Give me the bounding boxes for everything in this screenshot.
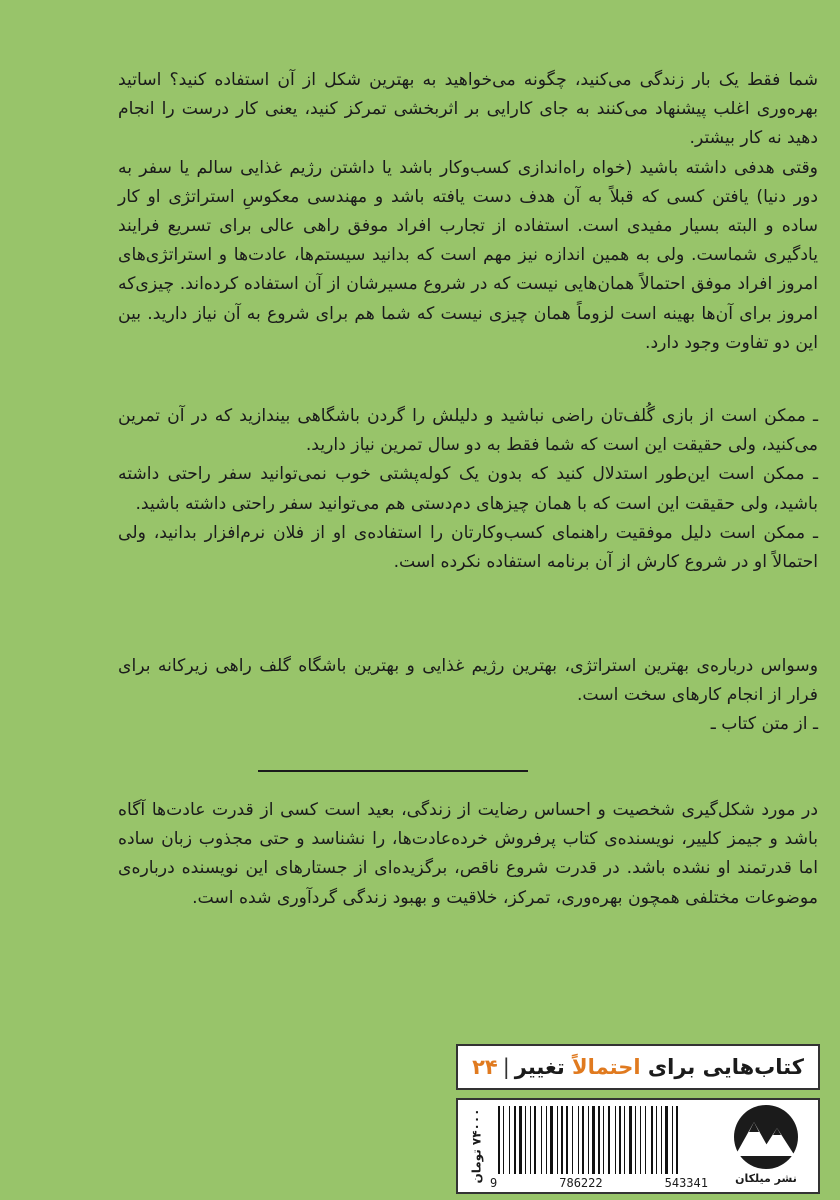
intro-block — [118, 66, 818, 358]
quote-block — [118, 652, 818, 740]
series-suffix: تغییر — [514, 1055, 565, 1079]
series-accent: احتمالاً — [572, 1055, 641, 1079]
mountain-logo-icon — [721, 1104, 811, 1170]
series-prefix: کتاب‌هایی برای — [647, 1055, 804, 1079]
series-banner — [456, 1044, 820, 1090]
description-paragraph: در مورد شکل‌گیری شخصیت و احساس رضایت از زندگی، بعید است کسی از قدرت عادت‌ها آگاه باشد و جیمز کلییر، نویسنده‌ی کتاب پرفروش خرده‌عادت‌ها، را نشناسد و حتی مجذوب زبان ساده اما قدرتمند او نشده باشد. در قدرت شروع ناقص، برگزیده‌ای از جستارهای این نویسنده درباره‌ی موضوعات مختلفی همچون بهره‌وری، تمرکز، خلاقیت و بهبود زندگی گردآوری شده است. — [118, 800, 818, 908]
isbn-barcode — [496, 1106, 704, 1174]
price-label: ۷۴۰۰۰ تومان — [469, 1108, 484, 1184]
publisher-logo — [716, 1104, 816, 1190]
intro-paragraph-2: وقتی هدفی داشته باشید (خواه راه‌اندازی کسب‌وکار باشد یا داشتن رژیم غذایی سالم یا سفر به دور دنیا) یافتن کسی که قبلاً به آن هدف دست یافته باشد و مهندسی معکوسِ استراتژی او کار ساده و البته بسیار مفیدی است. استفاده از تجارب افراد موفق راهی عالی برای تسریع فرایند یادگیری شماست. ولی به همین اندازه نیز مهم است که بدانید سیستم‌ها، عادت‌ها و استراتژی‌های امروز افراد موفق احتمالاً همان‌هایی نیست که در شروع مسیرشان از آن استفاده کرده‌اند. چیزی‌که امروز برای آن‌ها بهینه است لزوماً همان چیزی نیست که شما هم برای شروع به آن نیاز دارید. بین این دو تفاوت وجود دارد. — [118, 157, 818, 353]
example-software: ـ ممکن است دلیل موفقیت راهنمای کسب‌وکارتان را استفاده‌ی او از فلان نرم‌افزار بدانید، ولی احتمالاً او در شروع کارش از آن برنامه استفاده نکرده است. — [118, 522, 818, 573]
example-golf: ـ ممکن است از بازی گُلف‌تان راضی نباشید و دلیلش را گردن باشگاهی بیندازید که در آن تمرین می‌کنید، ولی حقیقت این است که شما فقط به دو سال تمرین نیاز دارید. — [118, 406, 818, 456]
barcode-panel — [456, 1098, 820, 1194]
examples-block — [118, 402, 818, 577]
section-divider — [258, 770, 528, 772]
series-separator: | — [502, 1055, 510, 1079]
quote-text: وسواس درباره‌ی بهترین استراتژی، بهترین رژیم غذایی و بهترین باشگاه گلف راهی زیرکانه برای فرار از انجام کارهای سخت است. — [118, 656, 818, 706]
series-number: ۲۴ — [472, 1055, 498, 1079]
example-backpack: ـ ممکن است این‌طور استدلال کنید که بدون یک کوله‌پشتی خوب نمی‌توانید سفر راحتی داشته باشید، ولی حقیقت این است که با همان چیزهای دم‌دستی هم می‌توانید سفر راحتی داشته باشید. — [118, 464, 818, 514]
quote-source: ـ از متن کتاب ـ — [710, 714, 818, 735]
isbn-number: 9 786222 543341 — [490, 1176, 708, 1190]
publisher-name: نشر میلکان — [735, 1172, 797, 1185]
book-description — [118, 796, 818, 913]
intro-paragraph-1: شما فقط یک بار زندگی می‌کنید، چگونه می‌خواهید به بهترین شکل از آن استفاده کنید؟ اساتید بهره‌وری اغلب پیشنهاد می‌کنند به جای کارایی بر اثربخشی تمرکز کنید، یعنی کار درست را انجام دهید نه کار بیشتر. — [118, 70, 818, 149]
